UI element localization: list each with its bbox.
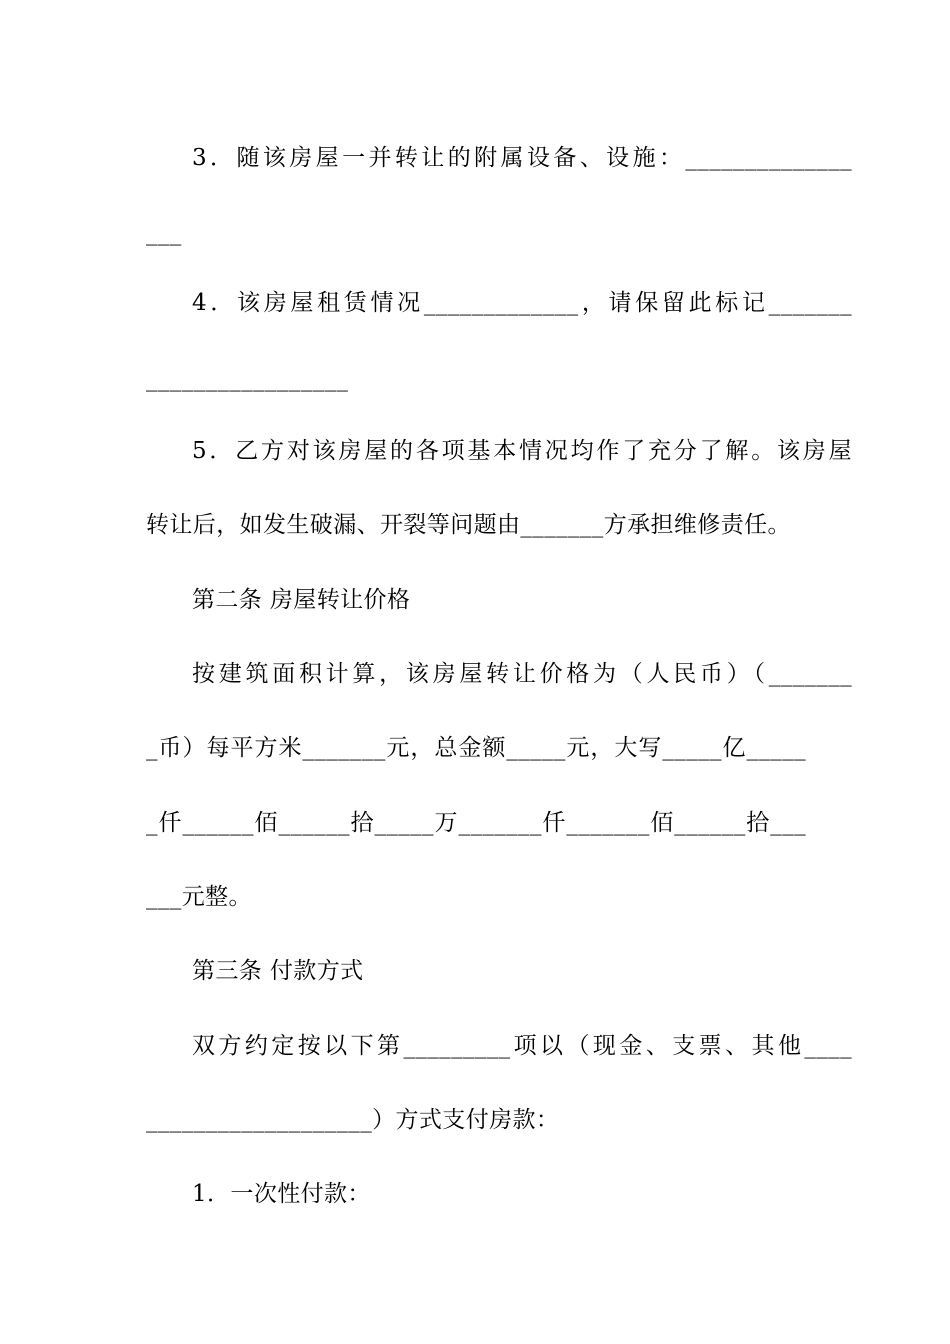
article-2-price-text: 按建筑面积计算，该房屋转让价格为（人民币）（_______ xyxy=(192,661,852,687)
clause-4-lease-status: 4．该房屋租赁情况_____________，请保留此标记_______ xyxy=(192,290,852,316)
article-2-heading: 第二条 房屋转让价格 xyxy=(192,587,411,613)
clause-5-buyer-understanding: 5．乙方对该房屋的各项基本情况均作了充分了解。该房屋 xyxy=(192,438,852,464)
clause-5-continuation: 转让后，如发生破漏、开裂等问题由_______方承担维修责任。 xyxy=(146,512,791,538)
payment-option-1: 1．一次性付款： xyxy=(192,1181,371,1207)
article-2-price-line-3: _仟______佰______拾_____万_______仟_______佰______拾___ xyxy=(146,810,806,836)
article-2-price-line-2: _币）每平方米_______元，总金额_____元，大写_____亿_____ xyxy=(146,735,806,761)
article-3-payment-continuation: ___________________）方式支付房款： xyxy=(146,1107,560,1133)
clause-3-continuation: ___ xyxy=(146,220,182,246)
article-3-payment-text: 双方约定按以下第_________项以（现金、支票、其他____ xyxy=(192,1033,852,1059)
article-2-price-line-4: ___元整。 xyxy=(146,884,252,910)
clause-3-attached-facilities: 3．随该房屋一并转让的附属设备、设施：______________ xyxy=(192,145,852,171)
article-3-heading: 第三条 付款方式 xyxy=(192,958,364,984)
clause-4-continuation: _________________ xyxy=(146,366,349,392)
